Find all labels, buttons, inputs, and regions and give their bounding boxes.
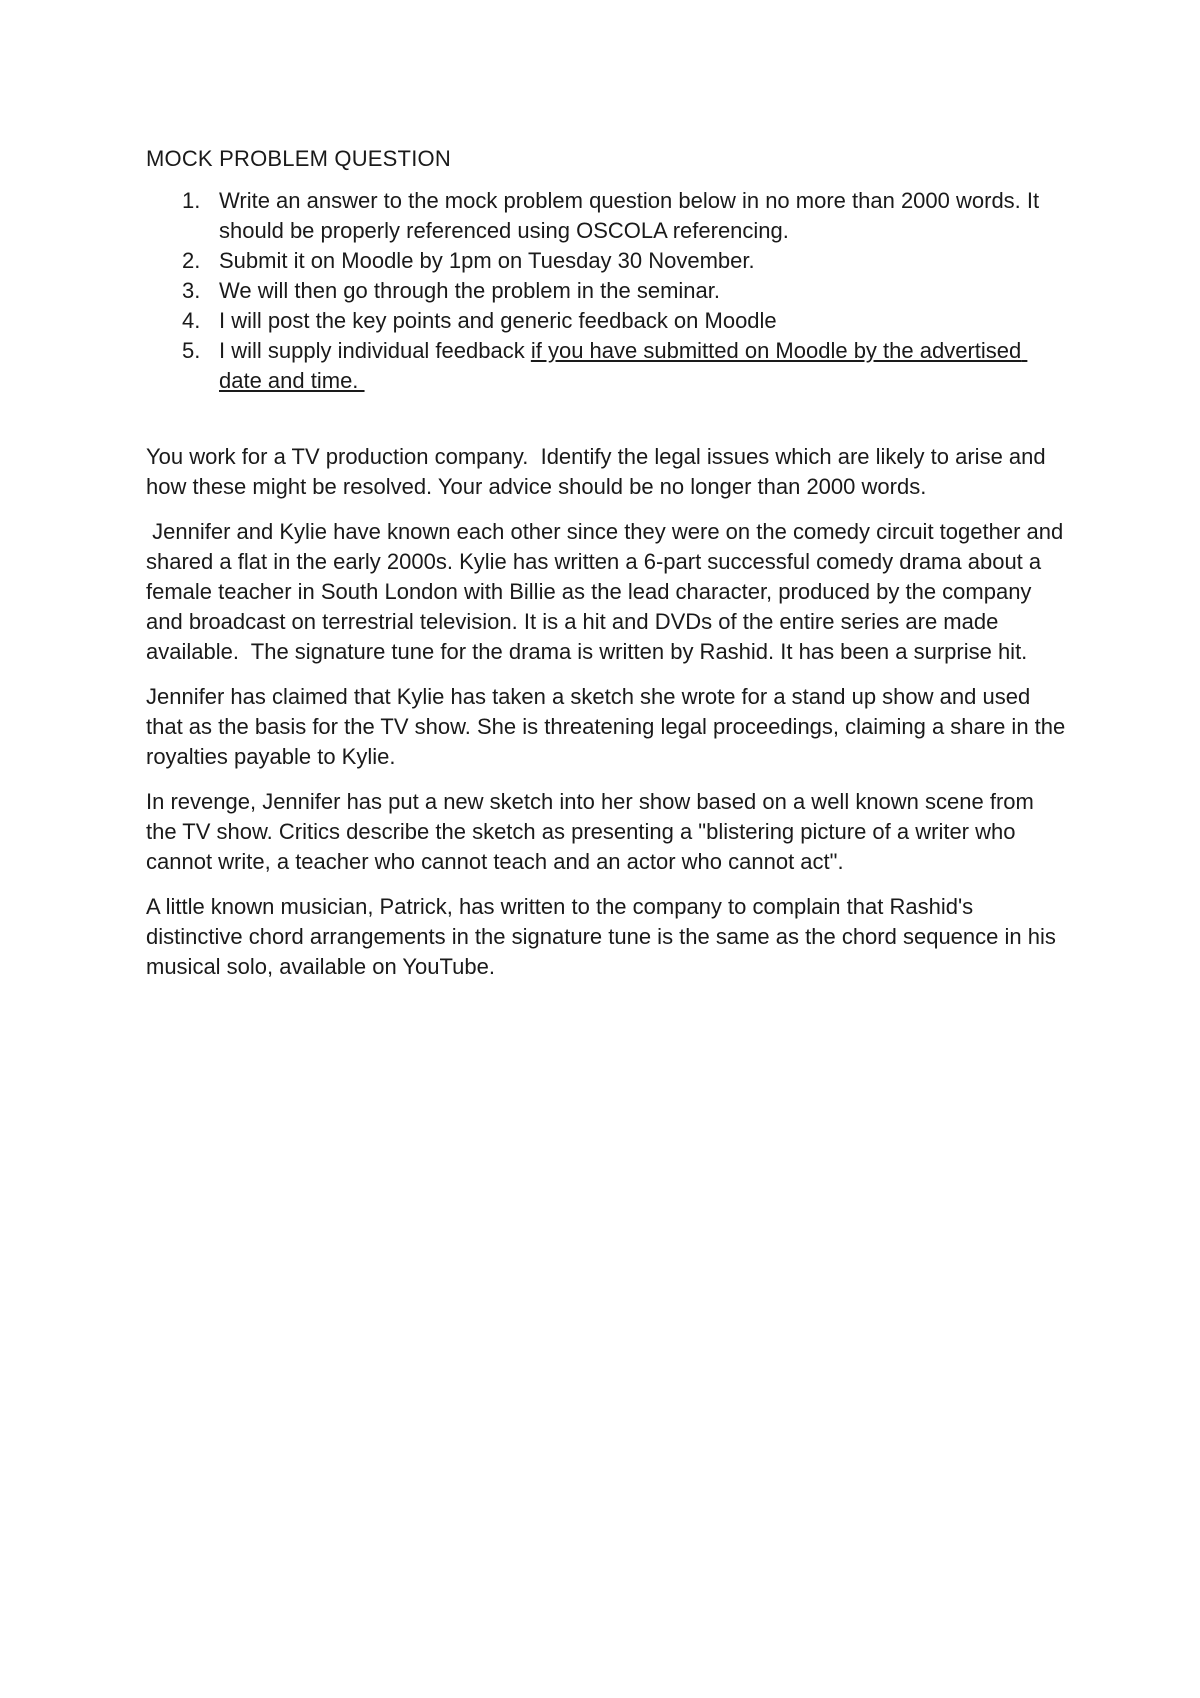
instructions-list (146, 186, 1066, 396)
list-item (146, 336, 1066, 396)
list-item-number: 3. (182, 278, 201, 303)
list-item-number: 1. (182, 188, 201, 213)
list-item-text: Write an answer to the mock problem question below in no more than 2000 words. It should be properly referenced using OSCOLA referencing. (219, 188, 1040, 243)
list-item (146, 246, 1066, 276)
deadline-condition-text: if you have submitted on Moodle by the advertised date and time. (219, 338, 1028, 393)
paragraph-revenge: In revenge, Jennifer has put a new sketch into her show based on a well known scene from the TV show. Critics describe the sketch as presenting a "blistering picture of a writer who cannot write, a teacher who cannot teach and an actor who cannot act". (146, 789, 1034, 874)
list-item-text: Submit it on Moodle by 1pm on Tuesday 30 November. (219, 248, 755, 273)
paragraph-task: You work for a TV production company. Identify the legal issues which are likely to arise and how these might be resolved. Your advice should be no longer than 2000 words. (146, 444, 1052, 499)
problem-scenario (146, 442, 1070, 982)
list-item-text: I will supply individual feedback (219, 338, 531, 363)
paragraph-musician-complaint: A little known musician, Patrick, has written to the company to complain that Rashid's distinctive chord arrangements in the signature tune is the same as the chord sequence in his musical solo, available on YouTube. (146, 894, 1056, 979)
paragraph-background: Jennifer and Kylie have known each other since they were on the comedy circuit together and shared a flat in the early 2000s. Kylie has written a 6-part successful comedy drama about a female teacher in South London with Billie as the lead character, produced by the company and broadcast on terrestrial television. It is a hit and DVDs of the entire series are made available. The signature tune for the drama is written by Rashid. It has been a surprise hit. (146, 519, 1070, 664)
document-page (146, 144, 1070, 997)
list-item-text: We will then go through the problem in the seminar. (219, 278, 720, 303)
list-item-text: I will post the key points and generic feedback on Moodle (219, 308, 777, 333)
list-item (146, 186, 1066, 246)
list-item (146, 276, 1066, 306)
list-item-number: 2. (182, 248, 201, 273)
paragraph-claim: Jennifer has claimed that Kylie has taken a sketch she wrote for a stand up show and used that as the basis for the TV show. She is threatening legal proceedings, claiming a share in the royalties payable to Kylie. (146, 684, 1066, 769)
page-title: MOCK PROBLEM QUESTION (146, 146, 451, 171)
list-item-number: 5. (182, 338, 201, 363)
list-item (146, 306, 1066, 336)
list-item-number: 4. (182, 308, 201, 333)
